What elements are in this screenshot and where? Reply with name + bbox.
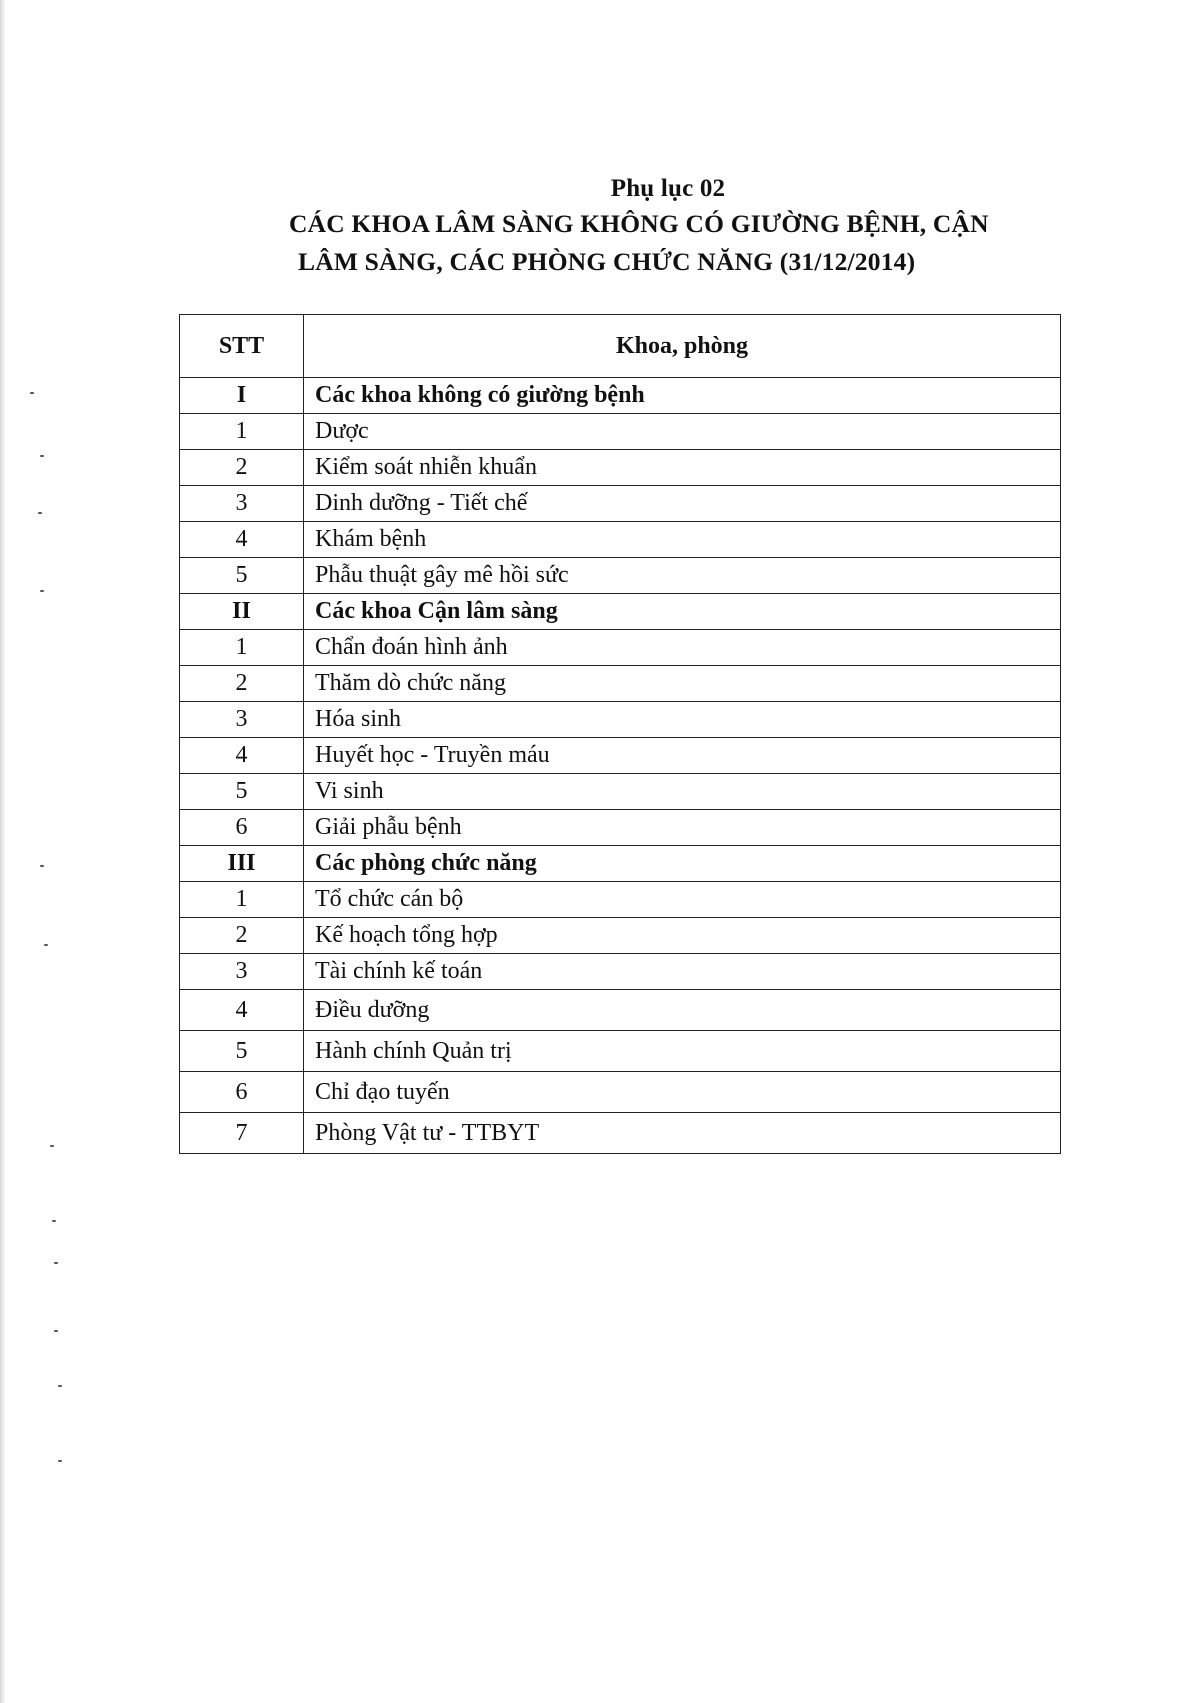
table-row (180, 738, 1061, 774)
cell-department-name: Điều dưỡng (304, 990, 1061, 1031)
table-row (180, 522, 1061, 558)
cell-department-name: Chỉ đạo tuyến (304, 1072, 1061, 1113)
cell-stt: II (180, 594, 304, 630)
scan-speck (30, 392, 34, 394)
section-title: Các phòng chức năng (304, 846, 1061, 882)
table-row (180, 702, 1061, 738)
scan-speck (50, 1145, 54, 1147)
cell-department-name: Huyết học - Truyền máu (304, 738, 1061, 774)
cell-department-name: Kế hoạch tổng hợp (304, 918, 1061, 954)
document-title-line2: LÂM SÀNG, CÁC PHÒNG CHỨC NĂNG (31/12/2014) (298, 247, 916, 276)
cell-stt: 5 (180, 558, 304, 594)
cell-stt: 4 (180, 522, 304, 558)
scan-speck (40, 865, 44, 867)
table-row (180, 450, 1061, 486)
table-row (180, 918, 1061, 954)
table-row (180, 954, 1061, 990)
table-row (180, 774, 1061, 810)
cell-department-name: Tài chính kế toán (304, 954, 1061, 990)
table-row (180, 486, 1061, 522)
cell-department-name: Thăm dò chức năng (304, 666, 1061, 702)
table-row (180, 810, 1061, 846)
table-row (180, 414, 1061, 450)
scan-speck (58, 1385, 62, 1387)
section-row (180, 594, 1061, 630)
cell-department-name: Giải phẫu bệnh (304, 810, 1061, 846)
cell-stt: 7 (180, 1113, 304, 1154)
scan-speck (54, 1330, 58, 1332)
cell-stt: 1 (180, 630, 304, 666)
cell-department-name: Chẩn đoán hình ảnh (304, 630, 1061, 666)
cell-stt: 6 (180, 1072, 304, 1113)
cell-stt: 3 (180, 486, 304, 522)
table-body (180, 378, 1061, 1154)
table-row (180, 1031, 1061, 1072)
scan-speck (52, 1220, 56, 1222)
cell-stt: 3 (180, 954, 304, 990)
cell-department-name: Phòng Vật tư - TTBYT (304, 1113, 1061, 1154)
table-row (180, 1113, 1061, 1154)
cell-department-name: Kiểm soát nhiễn khuẩn (304, 450, 1061, 486)
cell-department-name: Hành chính Quản trị (304, 1031, 1061, 1072)
section-row (180, 846, 1061, 882)
table-row (180, 882, 1061, 918)
cell-stt: 2 (180, 918, 304, 954)
table-row (180, 990, 1061, 1031)
cell-stt: 3 (180, 702, 304, 738)
scan-speck (40, 455, 44, 457)
cell-stt: 4 (180, 738, 304, 774)
table-row (180, 630, 1061, 666)
scan-speck (40, 590, 44, 592)
cell-department-name: Dinh dưỡng - Tiết chế (304, 486, 1061, 522)
cell-stt: 5 (180, 774, 304, 810)
scan-speck (38, 512, 42, 514)
cell-department-name: Phẫu thuật gây mê hồi sức (304, 558, 1061, 594)
header-stt: STT (180, 315, 304, 378)
table-row (180, 666, 1061, 702)
scan-speck (44, 944, 48, 946)
cell-stt: III (180, 846, 304, 882)
scan-speck (54, 1262, 58, 1264)
cell-stt: 1 (180, 414, 304, 450)
cell-department-name: Dược (304, 414, 1061, 450)
section-row (180, 378, 1061, 414)
cell-stt: I (180, 378, 304, 414)
table-row (180, 558, 1061, 594)
cell-stt: 1 (180, 882, 304, 918)
scan-speck (58, 1460, 62, 1462)
cell-stt: 6 (180, 810, 304, 846)
table-row (180, 1072, 1061, 1113)
document-title-line1: CÁC KHOA LÂM SÀNG KHÔNG CÓ GIƯỜNG BỆNH, CẬN (289, 209, 989, 238)
table-header-row (180, 315, 1061, 378)
section-title: Các khoa không có giường bệnh (304, 378, 1061, 414)
cell-department-name: Hóa sinh (304, 702, 1061, 738)
cell-department-name: Khám bệnh (304, 522, 1061, 558)
cell-stt: 4 (180, 990, 304, 1031)
cell-stt: 2 (180, 450, 304, 486)
cell-department-name: Tổ chức cán bộ (304, 882, 1061, 918)
cell-department-name: Vi sinh (304, 774, 1061, 810)
cell-stt: 5 (180, 1031, 304, 1072)
section-title: Các khoa Cận lâm sàng (304, 594, 1061, 630)
cell-stt: 2 (180, 666, 304, 702)
header-department: Khoa, phòng (304, 315, 1061, 378)
scan-page-edge (0, 0, 6, 1703)
departments-table (179, 314, 1061, 1154)
appendix-label: Phụ lục 02 (610, 175, 726, 202)
